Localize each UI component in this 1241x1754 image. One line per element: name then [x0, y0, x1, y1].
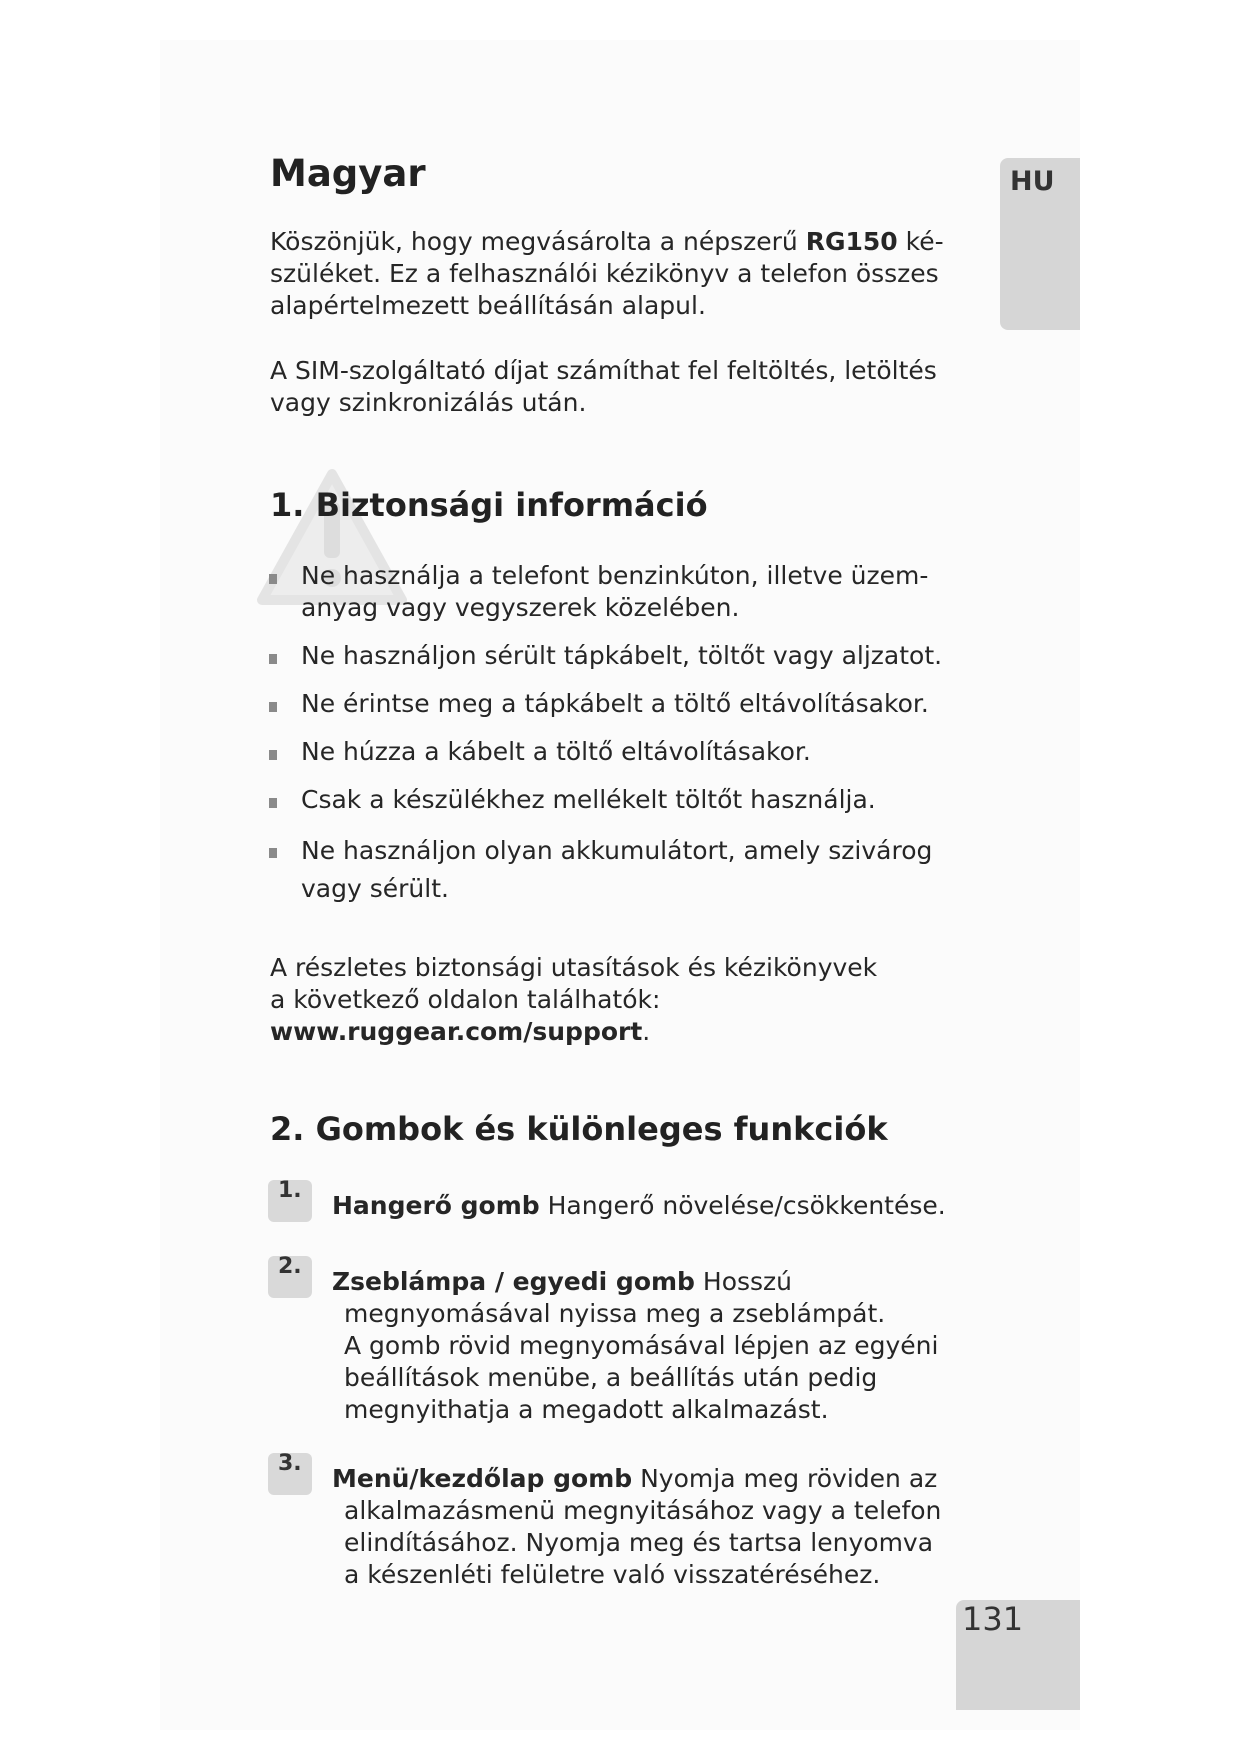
bullet-marker [269, 848, 277, 858]
list-item-line1: Ne használjon sérült tápkábelt, töltőt vagy aljzatot. [301, 641, 943, 670]
item-number-badge [268, 1180, 312, 1222]
list-item-line1: Ne húzza a kábelt a töltő eltávolításakor. [301, 737, 811, 766]
intro-p1-pre: Köszönjük, hogy megvásárolta a népszerű [270, 227, 806, 256]
details-line2: a következő oldalon találhatók: [270, 985, 661, 1014]
item-number-badge [268, 1453, 312, 1495]
bullet-marker [269, 702, 277, 712]
bullet-marker [269, 750, 277, 760]
item-name: Menü/kezdőlap gomb [332, 1464, 633, 1493]
details-line1: A részletes biztonsági utasítások és kézikönyvek [270, 953, 878, 982]
bullet-marker [269, 654, 277, 664]
list-item-line1: Ne használja a telefont benzinkúton, illetve üzem- [301, 561, 929, 590]
list-item-line1: Ne használjon olyan akkumulátort, amely szivárog [301, 836, 933, 865]
list-item-line1: Ne érintse meg a tápkábelt a töltő eltávolításakor. [301, 689, 929, 718]
item-line3: A gomb rövid megnyomásával lépjen az egyéni [344, 1331, 939, 1360]
intro-p2-line1: A SIM-szolgáltató díjat számíthat fel feltöltés, letöltés [270, 356, 937, 385]
item-description [332, 1463, 952, 1591]
item-line4: a készenléti felületre való visszatéréséhez. [344, 1560, 881, 1589]
item-name: Zseblámpa / egyedi gomb [332, 1267, 695, 1296]
list-item [266, 736, 966, 768]
item-description [332, 1266, 952, 1426]
item-number: 3. [278, 1451, 302, 1476]
details-paragraph [270, 952, 950, 1048]
item-number: 1. [278, 1178, 302, 1203]
list-item [266, 688, 966, 720]
language-tab [1000, 158, 1080, 330]
model-name: RG150 [805, 227, 898, 256]
intro-paragraph-2 [270, 355, 950, 419]
item-line4: beállítások menübe, a beállítás után pedig [344, 1363, 878, 1392]
intro-p1-line1-tail: ké- [897, 227, 944, 256]
language-tab-label: HU [1010, 166, 1055, 197]
bullet-marker [269, 574, 277, 584]
item-line5: megnyithatja a megadott alkalmazást. [344, 1395, 829, 1424]
item-line3: elindításához. Nyomja meg és tartsa lenyomva [344, 1528, 934, 1557]
item-line2: alkalmazásmenü megnyitásához vagy a telefon [344, 1496, 942, 1525]
section-2-heading: 2. Gombok és különleges funkciók [270, 1110, 888, 1148]
page-number: 131 [962, 1600, 1024, 1638]
page-number-tab [956, 1600, 1080, 1710]
item-line1: Nyomja meg röviden az [632, 1464, 938, 1493]
item-line1: Hosszú [694, 1267, 793, 1296]
intro-paragraph-1 [270, 226, 950, 322]
intro-p1-line3: alapértelmezett beállításán alapul. [270, 291, 706, 320]
page-title: Magyar [270, 152, 426, 195]
list-item-line2: anyag vagy vegyszerek közelében. [301, 593, 740, 622]
bullet-marker [269, 798, 277, 808]
item-line2: megnyomásával nyissa meg a zseblámpát. [344, 1299, 886, 1328]
section-1-heading: 1. Biztonsági információ [270, 486, 708, 524]
support-link[interactable]: www.ruggear.com/support [270, 1017, 643, 1046]
support-period: . [642, 1017, 651, 1046]
list-item-line1: Csak a készülékhez mellékelt töltőt használja. [301, 785, 876, 814]
item-line1: Hangerő növelése/csökkentése. [539, 1191, 946, 1220]
list-item [266, 832, 966, 908]
item-number-badge [268, 1256, 312, 1298]
item-description [332, 1190, 952, 1222]
item-name: Hangerő gomb [332, 1191, 540, 1220]
item-number: 2. [278, 1254, 302, 1279]
list-item [266, 640, 966, 672]
list-item [266, 784, 966, 816]
list-item [266, 560, 966, 624]
intro-p1-line2: szüléket. Ez a felhasználói kézikönyv a telefon összes [270, 259, 939, 288]
intro-p2-line2: vagy szinkronizálás után. [270, 388, 587, 417]
list-item-line2: vagy sérült. [301, 874, 449, 903]
